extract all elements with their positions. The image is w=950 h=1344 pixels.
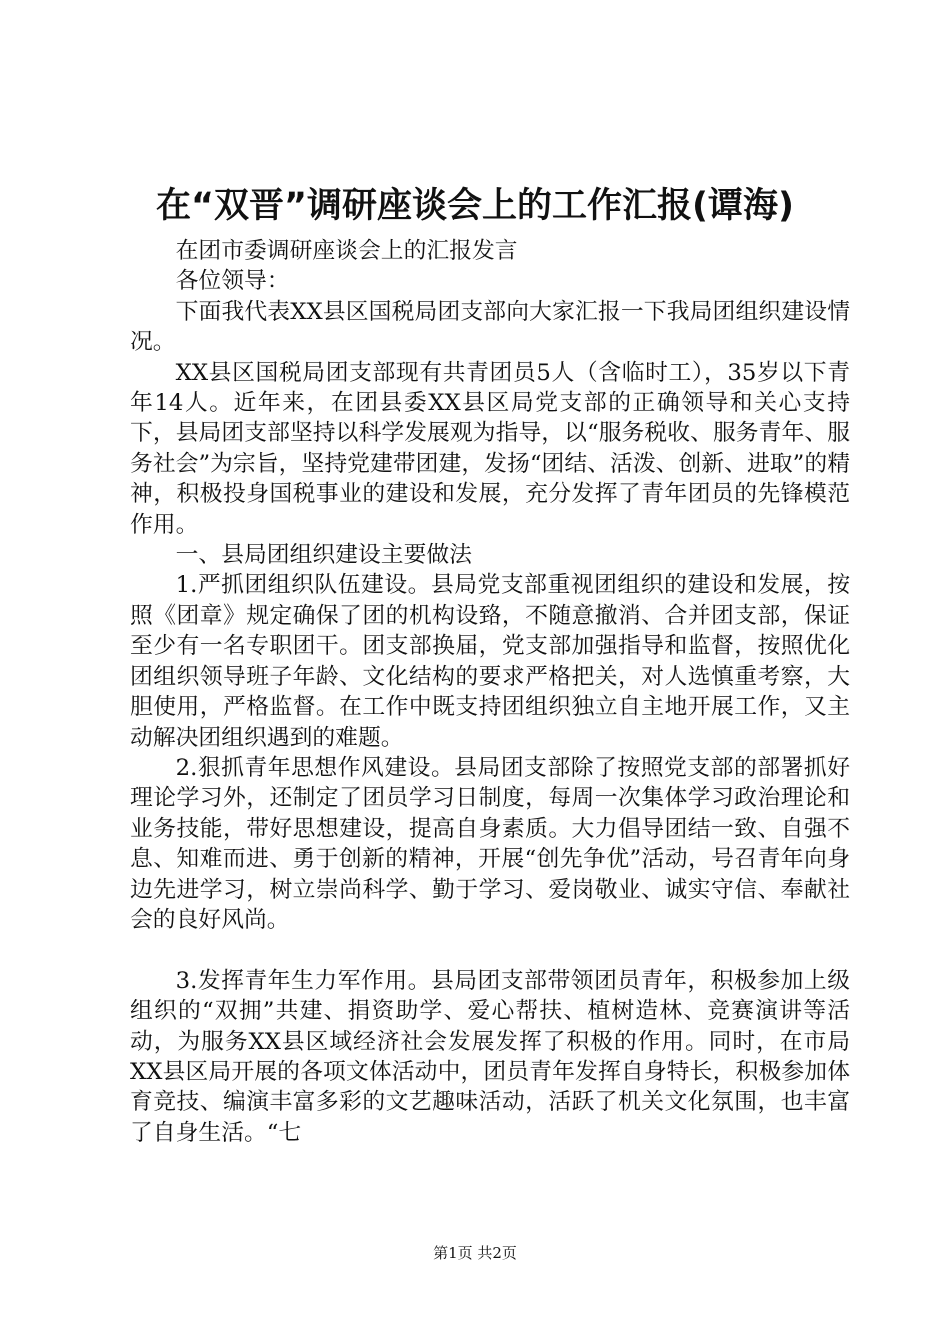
page-footer: 第1页 共2页	[433, 1244, 517, 1262]
paragraph-overview: XX县区国税局团支部现有共青团员5人（含临时工），35岁以下青年14人。近年来，在团县委XX县区局党支部的正确领导和关心支持下，县局团支部坚持以科学发展观为指导，以“服务税收、服务青年、服务社会”为宗旨，坚持党建带团建，发扬“团结、活泼、创新、进取”的精神，积极投身国税事业的建设和发展，充分发挥了青年团员的先锋模范作用。	[130, 359, 850, 538]
document-body	[130, 236, 850, 1148]
paragraph-salutation: 各位领导：	[175, 268, 290, 295]
paragraph-section-heading: 一、县局团组织建设主要做法	[175, 542, 472, 569]
paragraph-item-2: 2.狠抓青年思想作风建设。县局团支部除了按照党支部的部署抓好理论学习外，还制定了团员学习日制度，每周一次集体学习政治理论和业务技能，带好思想建设，提高自身素质。大力倡导团结一致、自强不息、知难而进、勇于创新的精神，开展“创先争优”活动，号召青年向身边先进学习，树立崇尚科学、勤于学习、爱岗敬业、诚实守信、奉献社会的良好风尚。	[130, 754, 850, 933]
paragraph-intro: 下面我代表XX县区国税局团支部向大家汇报一下我局团组织建设情况。	[130, 298, 850, 356]
paragraph-item-3: 3.发挥青年生力军作用。县局团支部带领团员青年，积极参加上级组织的“双拥”共建、捐资助学、爱心帮扶、植树造林、竞赛演讲等活动，为服务XX县区域经济社会发展发挥了积极的作用。同时，在市局XX县区局开展的各项文体活动中，团员青年发挥自身特长，积极参加体育竞技、编演丰富多彩的文艺趣味活动，活跃了机关文化氛围，也丰富了自身生活。“七	[130, 967, 850, 1146]
paragraph-item-1: 1.严抓团组织队伍建设。县局党支部重视团组织的建设和发展，按照《团章》规定确保了团的机构设臵，不随意撤消、合并团支部，保证至少有一名专职团干。团支部换届，党支部加强指导和监督，按照优化团组织领导班子年龄、文化结构的要求严格把关，对人选慎重考察，大胆使用，严格监督。在工作中既支持团组织独立自主地开展工作，又主动解决团组织遇到的难题。	[130, 572, 850, 751]
document-title: 在“双晋”调研座谈会上的工作汇报(谭海)	[156, 186, 794, 226]
paragraph-subtitle: 在团市委调研座谈会上的汇报发言	[175, 238, 518, 264]
